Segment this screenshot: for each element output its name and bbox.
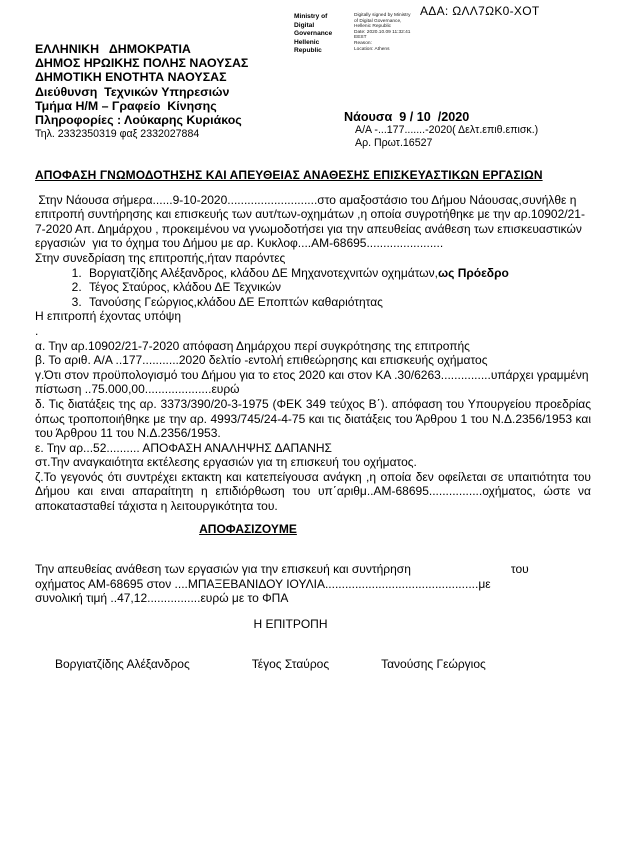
signature-detail-line: Digitally signed by Ministry <box>354 13 411 18</box>
signature-details <box>354 13 449 56</box>
signatory-name: Τέγος Σταύρος <box>251 656 330 671</box>
attendees-list <box>35 266 591 310</box>
signature-authority-line: Governance <box>294 30 333 38</box>
reference-block <box>344 110 538 149</box>
issuer-phone-line: Τηλ. 2332350319 φαξ 2332027884 <box>35 128 200 141</box>
issuer-line-republic: ΕΛΛΗΝΙΚΗ ΔΗΜΟΚΡΑΤΙΑ <box>35 42 191 56</box>
consideration-item-d: δ. Τις διατάξεις της αρ. 3373/390/20-3-1975 (ΦΕΚ 349 τεύχος Β΄). απόφαση του Υπουργείου προεδρίας όπως τροποποιήθηκε με την αρ. 4993/745/24-4-75 και τις διατάξεις του Άρθρου 1 του Ν.Δ.2356/1953 και του Άρθρου 11 του Ν.Δ.2356/1953. <box>35 396 591 441</box>
signature-detail-line: Reason: <box>354 40 372 46</box>
ada-code: ΑΔΑ: ΩΛΛ7ΩΚ0-ΧΟΤ <box>420 4 540 18</box>
having-regard-heading: Η επιτροπή έχοντας υπόψη <box>35 309 182 324</box>
attendee-item <box>85 280 591 295</box>
decision-line: Την απευθείας ανάθεση των εργασιών για την επισκευή και συντήρηση του <box>35 562 529 577</box>
signature-authority-line: Ministry of Digital <box>294 13 328 29</box>
signature-detail-line: Date: 2020.10.09 11:32:41 <box>354 29 411 35</box>
consideration-item-a: α. Την αρ.10902/21-7-2020 απόφαση Δημάρχου περί συγκρότησης της επιτροπής <box>35 338 470 353</box>
attendee-text: Τανούσης Γεώργιος,κλάδου ΔΕ Εποπτών καθαριότητας <box>89 294 383 309</box>
dot-line: . <box>35 323 39 338</box>
issuer-line-contact: Πληροφορίες : Λούκαρης Κυριάκος <box>35 113 242 128</box>
consideration-item-z: ζ.Το γεγονός ότι συντρέχει εκτακτη και κατεπείγουσα ανάγκη ,η οποία δεν οφείλεται σε υπαιτιότητα του Δήμου και ειναι απαραίτητη η επιδιόρθωση του υπ΄αριθμ..ΑΜ-68695................οχήματος, ώστε να αποκατασταθεί τάχιστα η λειτουργικότητα του. <box>35 469 591 514</box>
consideration-item-e: ε. Την αρ...52.......... ΑΠΟΦΑΣΗ ΑΝΑΛΗΨΗΣ ΔΑΠΑΝΗΣ <box>35 440 332 455</box>
signatories-row <box>35 657 591 672</box>
digital-signature-stamp <box>294 13 449 56</box>
consideration-item-b: β. Το αριθ. Α/Α ..177...........2020 δελτίο -εντολή επιθεώρησης και επισκευής οχήματος <box>35 353 488 368</box>
consideration-item-st: στ.Την αναγκαιότητα εκτέλεσης εργασιών για τη επισκευή του οχήματος. <box>35 455 417 470</box>
committee-heading: Η ΕΠΙΤΡΟΠΗ <box>253 617 328 632</box>
issuer-line-unit: ΔΗΜΟΤΙΚΗ ΕΝΟΤΗΤΑ ΝΑΟΥΣΑΣ <box>35 70 227 85</box>
attendee-role: ως Πρόεδρο <box>437 265 509 280</box>
signatory-name: Τανούσης Γεώργιος <box>381 656 486 671</box>
signature-authority <box>294 13 348 56</box>
protocol-number: Αρ. Πρωτ.16527 <box>355 136 433 149</box>
consideration-item-c: γ.Ότι στον προϋπολογισμό του Δήμου για το ετος 2020 και στον ΚΑ .30/6263...............υπάρχει γραμμένη πίστωση ..75.000,00....................ευρώ <box>35 367 589 397</box>
document-date: Νάουσα 9 / 10 /2020 <box>344 110 470 124</box>
reference-number: Α/Α -...177.......-2020( Δελτ.επιθ.επισκ.) <box>355 124 539 136</box>
issuer-line-directorate: Διεύθυνση Τεχνικών Υπηρεσιών <box>35 84 230 99</box>
document-title: ΑΠΟΦΑΣΗ ΓΝΩΜΟΔΟΤΗΣΗΣ ΚΑΙ ΑΠΕΥΘΕΙΑΣ ΑΝΑΘΕΣΗΣ ΕΠΙΣΚΕΥΑΣΤΙΚΩΝ ΕΡΓΑΣΙΩΝ <box>35 168 543 182</box>
signature-detail-line: EEST <box>354 35 367 41</box>
signature-authority-line: Hellenic Republic <box>294 38 322 55</box>
decision-heading: ΑΠΟΦΑΣΙΖΟΥΜΕ <box>199 521 297 536</box>
decision-line: συνολική τιμή ..47,12................ευρώ με το ΦΠΑ <box>35 591 289 606</box>
attendees-heading: Στην συνεδρίαση της επιτροπής,ήταν παρόντες <box>35 250 286 265</box>
signature-detail-line: Hellenic Republic <box>354 24 392 30</box>
issuer-block <box>35 42 248 141</box>
decision-line: οχήματος ΑΜ-68695 στον ....ΜΠΑΞΕΒΑΝΙΔΟΥ ΙΟΥΛΙΑ..............................................με <box>35 576 491 591</box>
signature-detail-line: Location: Athens <box>354 46 390 52</box>
issuer-line-department: Τμήμα Η/Μ – Γραφείο Κίνησης <box>35 98 217 113</box>
intro-paragraph: Στην Νάουσα σήμερα......9-10-2020...........................στο αμαξοστάσιο του Δήμου Νάουσας,συνήλθε η επιτροπή συντήρησης και επισκευής των αυτ/των-οχημάτων ,η οποία συγροτήθηκε με την αρ.10902/21-7-2020 Απ. Δημάρχου , προκειμένου να γνωμοδοτήσει για την απευθείας ανάθεση των επισκευαστικών εργασιών για το όχημα του Δήμου με αρ. Κυκλοφ....ΑΜ-68695....................... <box>35 192 586 251</box>
signature-detail-line: of Digital Governance, <box>354 18 402 24</box>
issuer-line-municipality: ΔΗΜΟΣ ΗΡΩΙΚΗΣ ΠΟΛΗΣ ΝΑΟΥΣΑΣ <box>35 56 249 71</box>
document-body <box>35 168 591 671</box>
attendee-text: Βοργιατζίδης Αλέξανδρος, κλάδου ΔΕ Μηχανοτεχνιτών οχημάτων, <box>89 265 438 280</box>
decision-paragraph <box>35 562 591 606</box>
attendee-item <box>85 295 591 310</box>
signatory-name: Βοργιατζίδης Αλέξανδρος <box>55 656 190 671</box>
attendee-item <box>85 266 591 281</box>
attendee-text: Τέγος Σταύρος, κλάδου ΔΕ Τεχνικών <box>89 280 282 295</box>
